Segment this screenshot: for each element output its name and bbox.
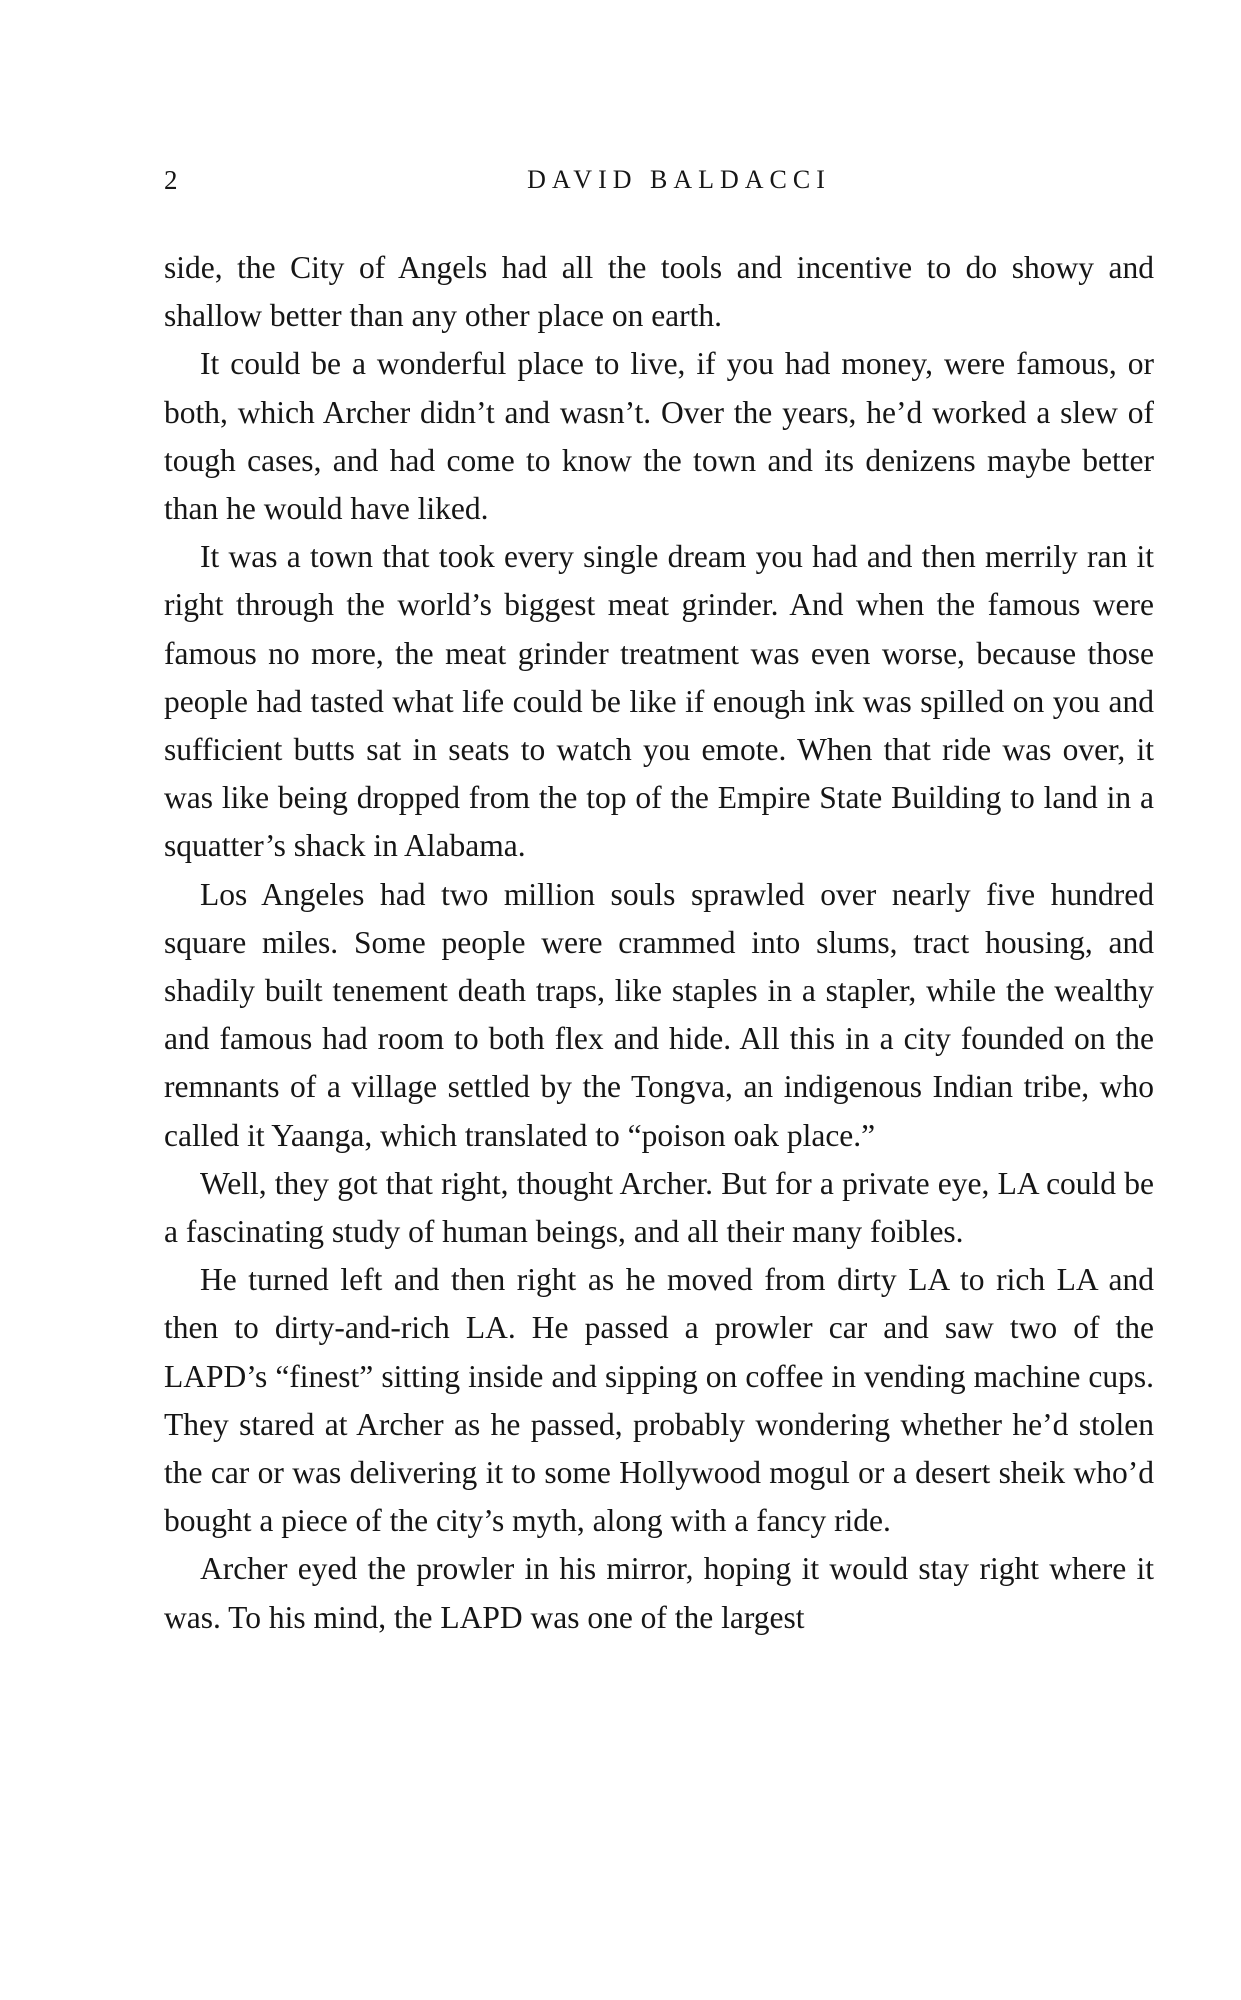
paragraph: side, the City of Angels had all the tools and incentive to do showy and shallow better than any other place on earth. — [164, 250, 1154, 334]
paragraph: He turned left and then right as he moved from dirty LA to rich LA and then to dirty-and-rich LA. He passed a prowler car and saw two of the LAPD’s “finest” sitting inside and sipping on coffee in vending machine cups. They stared at Archer as he passed, probably wondering whether he’d stolen the car or was delivering it to some Hollywood mogul or a desert sheik who’d bought a piece of the city’s myth, along with a fancy ride. — [164, 1262, 1154, 1539]
paragraph: Los Angeles had two million souls sprawled over nearly five hundred square miles. Some people were crammed into slums, tract housing, and shadily built tenement death traps, like staples in a stapler, while the wealthy and famous had room to both flex and hide. All this in a city founded on the remnants of a village settled by the Tongva, an indigenous Indian tribe, who called it Yaanga, which translated to “poison oak place.” — [164, 876, 1154, 1153]
running-head: DAVID BALDACCI — [527, 165, 831, 194]
paragraph: Well, they got that right, thought Archer. But for a private eye, LA could be a fascinating study of human beings, and all their many foibles. — [164, 1165, 1154, 1250]
body-text — [164, 244, 1154, 1642]
paragraph: It could be a wonderful place to live, if you had money, were famous, or both, which Archer didn’t and wasn’t. Over the years, he’d worked a slew of tough cases, and had come to know the town and its denizens maybe better than he would have liked. — [164, 346, 1154, 527]
paragraph: It was a town that took every single dream you had and then merrily ran it right through the world’s biggest meat grinder. And when the famous were famous no more, the meat grinder treatment was even worse, because those people had tasted what life could be like if enough ink was spilled on you and sufficient butts sat in seats to watch you emote. When that ride was over, it was like being dropped from the top of the Empire State Building to land in a squatter’s shack in Alabama. — [164, 539, 1154, 864]
page-header — [164, 160, 1154, 200]
page-number: 2 — [164, 165, 178, 195]
paragraph: Archer eyed the prowler in his mirror, hoping it would stay right where it was. To his mind, the LAPD was one of the largest — [164, 1551, 1154, 1635]
